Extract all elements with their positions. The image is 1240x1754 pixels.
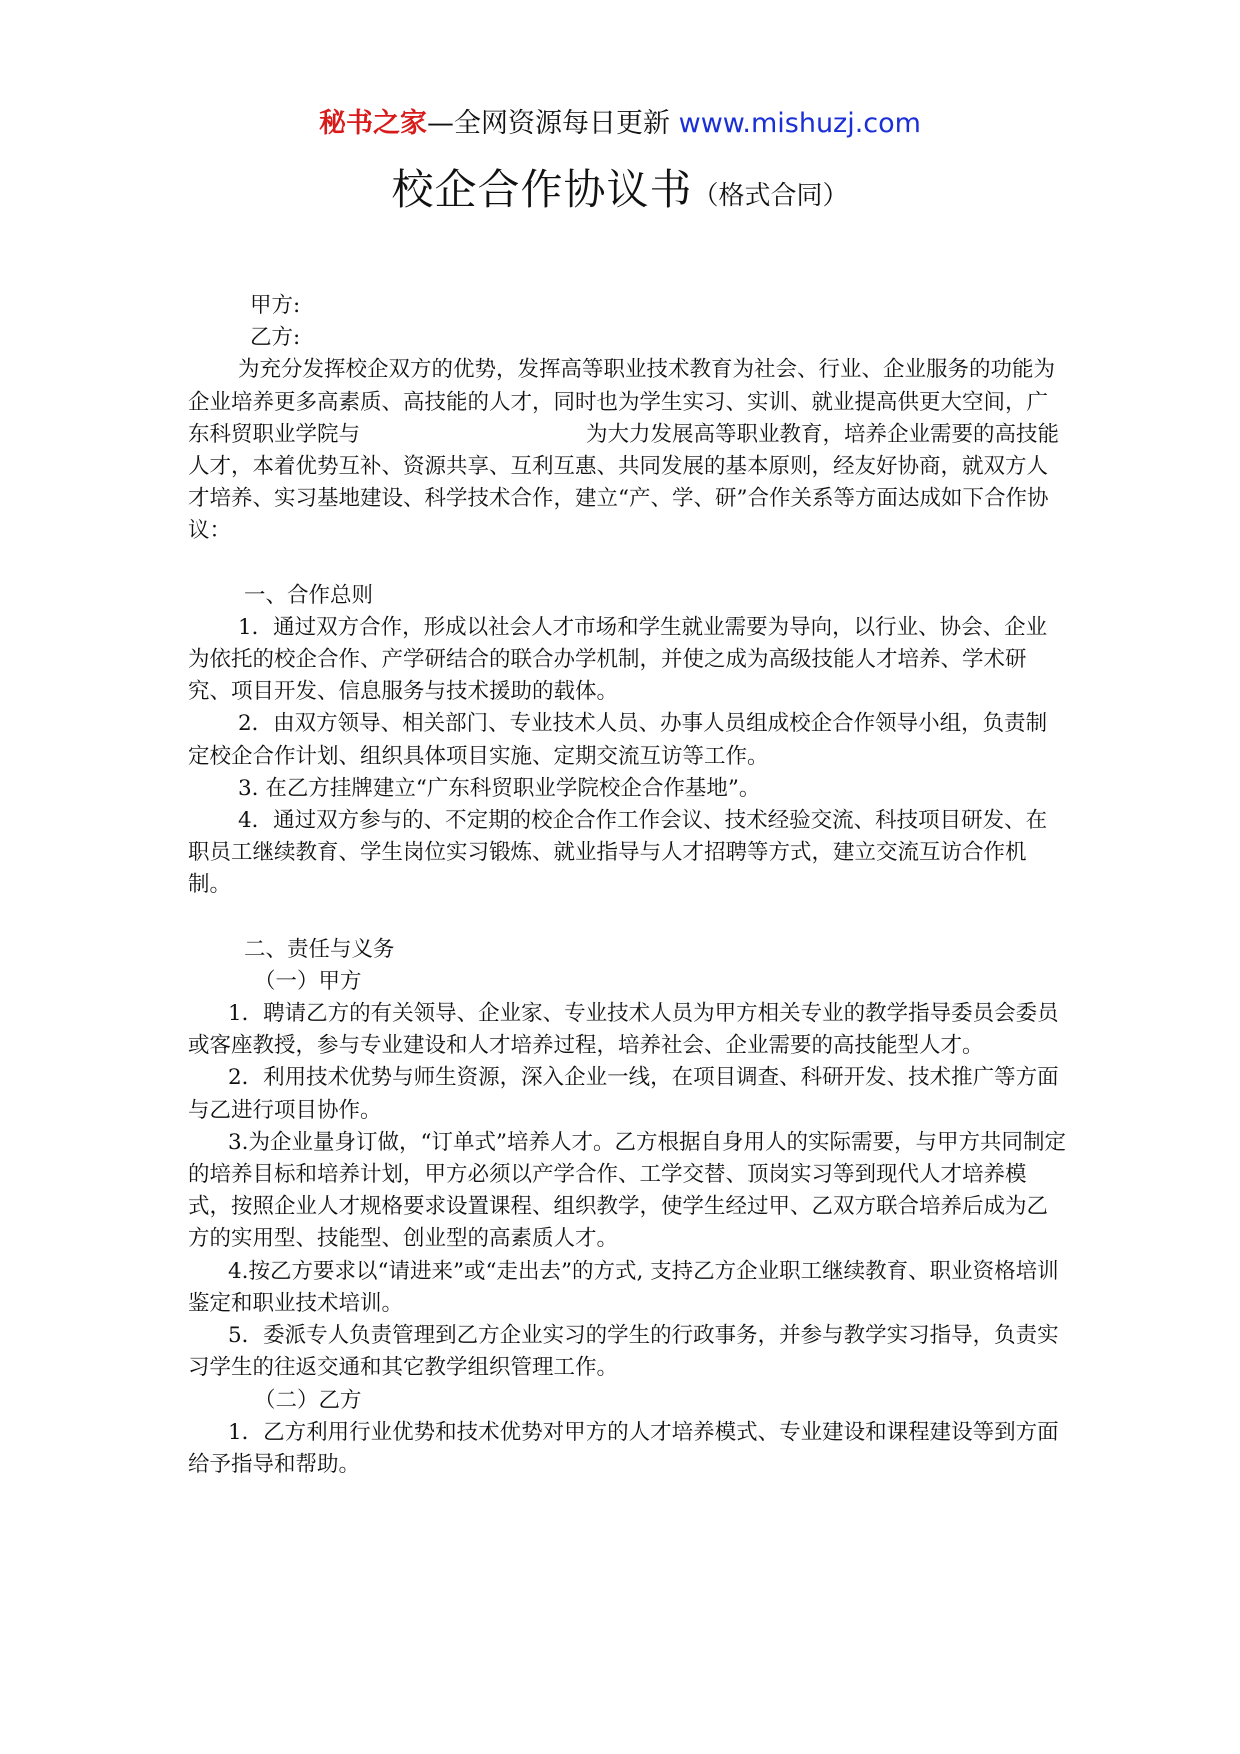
party-b-duties-heading: （二）乙方 <box>254 1387 362 1413</box>
party-a-label: 甲方: <box>250 293 301 318</box>
party-a-duty-item: 5．委派专人负责管理到乙方企业实习的学生的行政事务，并参与教学实习指导，负责实习学生的往返交通和其它教学组织管理工作。 <box>188 1323 1059 1381</box>
document-title-sub: （格式合同） <box>692 181 849 211</box>
banner-slogan: —全网资源每日更新 <box>427 108 671 139</box>
party-a-duty-item: 2．利用技术优势与师生资源，深入企业一线，在项目调查、科研开发、技术推广等方面与乙进行项目协作。 <box>188 1065 1059 1123</box>
party-a-duty-item: 4.按乙方要求以“请进来”或“走出去”的方式, 支持乙方企业职工继续教育、职业资格培训鉴定和职业技术培训。 <box>188 1258 1059 1316</box>
document-title-main: 校企合作协议书 <box>391 165 693 214</box>
banner-brand: 秘书之家 <box>319 108 428 139</box>
document-title <box>0 160 1240 226</box>
preamble-part-2: 为大力发展高等职业教育，培养企业需要的高技能人才，本着优势互补、资源共享、互利互惠、共同发展的基本原则，经友好协商，就双方人才培养、实习基地建设、科学技术合作，建立“产、学、研”合作关系等方面达成如下合作协议： <box>188 421 1060 544</box>
party-a-duty-item: 1．聘请乙方的有关领导、企业家、专业技术人员为甲方相关专业的教学指导委员会委员或客座教授，参与专业建设和人才培养过程，培养社会、企业需要的高技能型人才。 <box>188 1001 1059 1059</box>
site-banner <box>0 104 1240 144</box>
party-b-duty-item: 1．乙方利用行业优势和技术优势对甲方的人才培养模式、专业建设和课程建设等到方面给予指导和帮助。 <box>188 1419 1059 1477</box>
section-1-item: 3. 在乙方挂牌建立“广东科贸职业学院校企合作基地”。 <box>238 775 761 801</box>
preamble-paragraph <box>188 354 1068 547</box>
section-2-heading: 二、责任与义务 <box>244 936 395 962</box>
document-body <box>188 290 1068 1481</box>
preamble-part-1: 为充分发挥校企双方的优势，发挥高等职业技术教育为社会、行业、企业服务的功能为企业培养更多高素质、高技能的人才，同时也为学生实习、实训、就业提高供更大空间，广东科贸职业学院与 <box>188 357 1056 447</box>
section-1-item: 4．通过双方参与的、不定期的校企合作工作会议、技术经验交流、科技项目研发、在职员工继续教育、学生岗位实习锻炼、就业指导与人才招聘等方式，建立交流互访合作机制。 <box>188 808 1048 898</box>
section-1-heading: 一、合作总则 <box>244 582 374 608</box>
section-1-item: 2．由双方领导、相关部门、专业技术人员、办事人员组成校企合作领导小组，负责制定校企合作计划、组织具体项目实施、定期交流互访等工作。 <box>188 711 1048 769</box>
section-1-item: 1．通过双方合作，形成以社会人才市场和学生就业需要为导向，以行业、协会、企业为依托的校企合作、产学研结合的联合办学机制，并使之成为高级技能人才培养、学术研究、项目开发、信息服务与技术援助的载体。 <box>188 614 1048 705</box>
party-a-duties-heading: （一）甲方 <box>254 968 362 994</box>
party-b-label: 乙方: <box>250 325 301 351</box>
banner-site-link[interactable]: www.mishuzj.com <box>678 108 921 139</box>
party-a-duty-item: 3.为企业量身订做，“订单式”培养人才。乙方根据自身用人的实际需要，与甲方共同制定的培养目标和培养计划，甲方必须以产学合作、工学交替、顶岗实习等到现代人才培养模式，按照企业人才规格要求设置课程、组织教学，使学生经过甲、乙双方联合培养后成为乙方的实用型、技能型、创业型的高素质人才。 <box>188 1129 1067 1252</box>
